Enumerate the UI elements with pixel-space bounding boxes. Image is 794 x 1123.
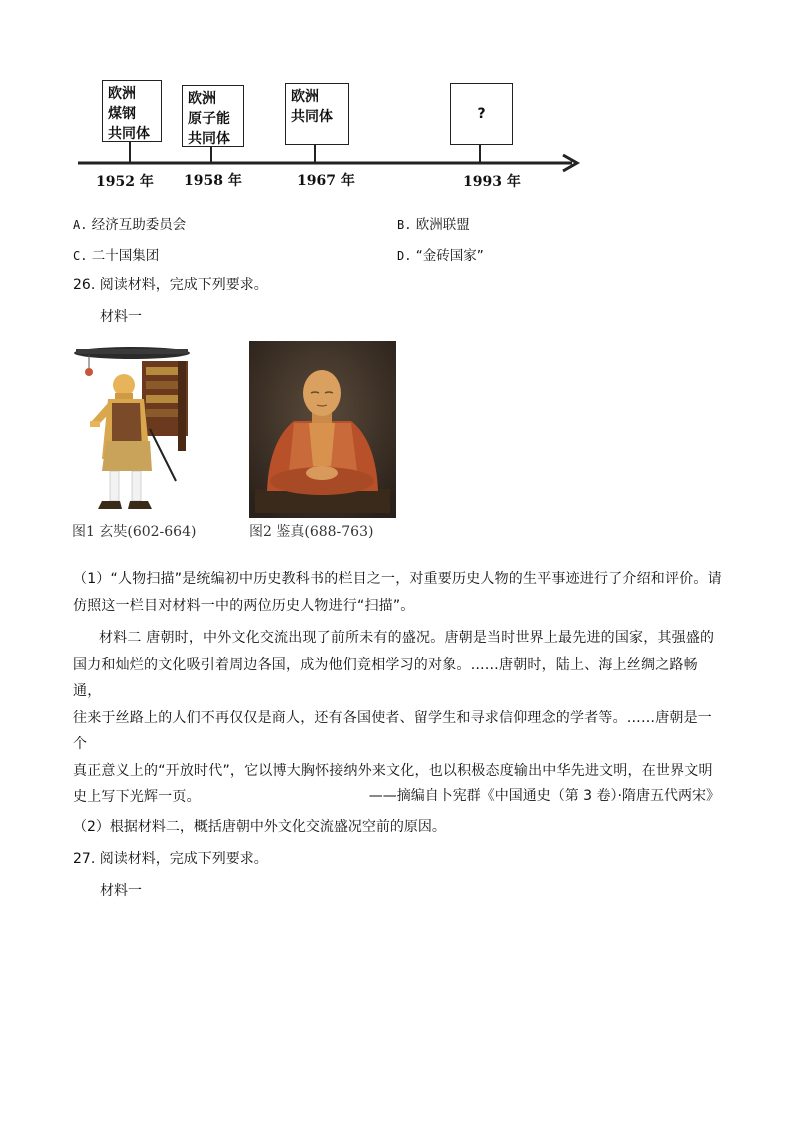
timeline-box-1952: 欧洲 煤钢 共同体 [102, 80, 162, 142]
q26-sub1-line1: （1）“人物扫描”是统编初中历史教科书的栏目之一，对重要历史人物的生平事迹进行了介绍和评价。请 [73, 571, 722, 587]
option-c-letter: C. [73, 249, 88, 263]
q26-sub2: （2）根据材料二，概括唐朝中外文化交流盛况空前的原因。 [73, 819, 446, 835]
q27-stem: 27. 阅读材料，完成下列要求。 [73, 851, 268, 867]
fig2-caption: 图2 鉴真(688-763) [249, 524, 374, 540]
timeline-year-1958: 1958 年 [184, 173, 242, 189]
timeline-box-1958: 欧洲 原子能 共同体 [182, 85, 244, 147]
timeline-year-1967: 1967 年 [297, 173, 355, 189]
fig1-caption: 图1 玄奘(602-664) [72, 524, 197, 540]
option-c [73, 244, 159, 264]
q27-material1-label: 材料一 [100, 883, 142, 899]
option-c-text: 二十国集团 [91, 248, 160, 264]
jianzhen-statue-image [249, 341, 396, 518]
timeline-box-1993: ? [450, 83, 513, 145]
q26-material1-label: 材料一 [100, 309, 142, 325]
option-b-text: 欧洲联盟 [415, 217, 470, 233]
q26-material2-line4: 真正意义上的“开放时代”，它以博大胸怀接纳外来文化，也以积极态度输出中华先进文明，在世界文明 [73, 762, 713, 779]
xuanzang-figure-image [72, 341, 192, 516]
option-d-text: “金砖国家” [415, 248, 484, 264]
option-a-letter: A. [73, 218, 88, 232]
q26-sub1-line2: 仿照这一栏目对材料一中的两位历史人物进行“扫描”。 [73, 597, 415, 614]
option-a [73, 213, 186, 233]
q26-material2 [73, 625, 723, 811]
option-d-letter: D. [397, 249, 412, 263]
option-a-text: 经济互助委员会 [91, 217, 187, 233]
q26-source-citation: ——摘编自卜宪群《中国通史（第 3 卷）·隋唐五代两宋》 [368, 788, 720, 804]
timeline-year-1993: 1993 年 [463, 174, 521, 190]
q26-sub1 [73, 566, 723, 619]
q26-material2-line2: 国力和灿烂的文化吸引着周边各国，成为他们竞相学习的对象。……唐朝时，陆上、海上丝绸之路畅通， [73, 656, 698, 699]
timeline-box-1967: 欧洲 共同体 [285, 83, 349, 145]
option-b [397, 213, 470, 233]
option-d [397, 244, 484, 264]
timeline-year-1952: 1952 年 [96, 174, 154, 190]
q26-material2-line5: 史上写下光辉一页。 [73, 789, 201, 805]
option-b-letter: B. [397, 218, 412, 232]
q26-material2-line1: 材料二 唐朝时，中外文化交流出现了前所未有的盛况。唐朝是当时世界上最先进的国家，其强盛的 [99, 630, 715, 646]
q26-stem: 26. 阅读材料，完成下列要求。 [73, 277, 268, 293]
q26-material2-line3: 往来于丝路上的人们不再仅仅是商人，还有各国使者、留学生和寻求信仰理念的学者等。……唐朝是一个 [73, 709, 712, 752]
